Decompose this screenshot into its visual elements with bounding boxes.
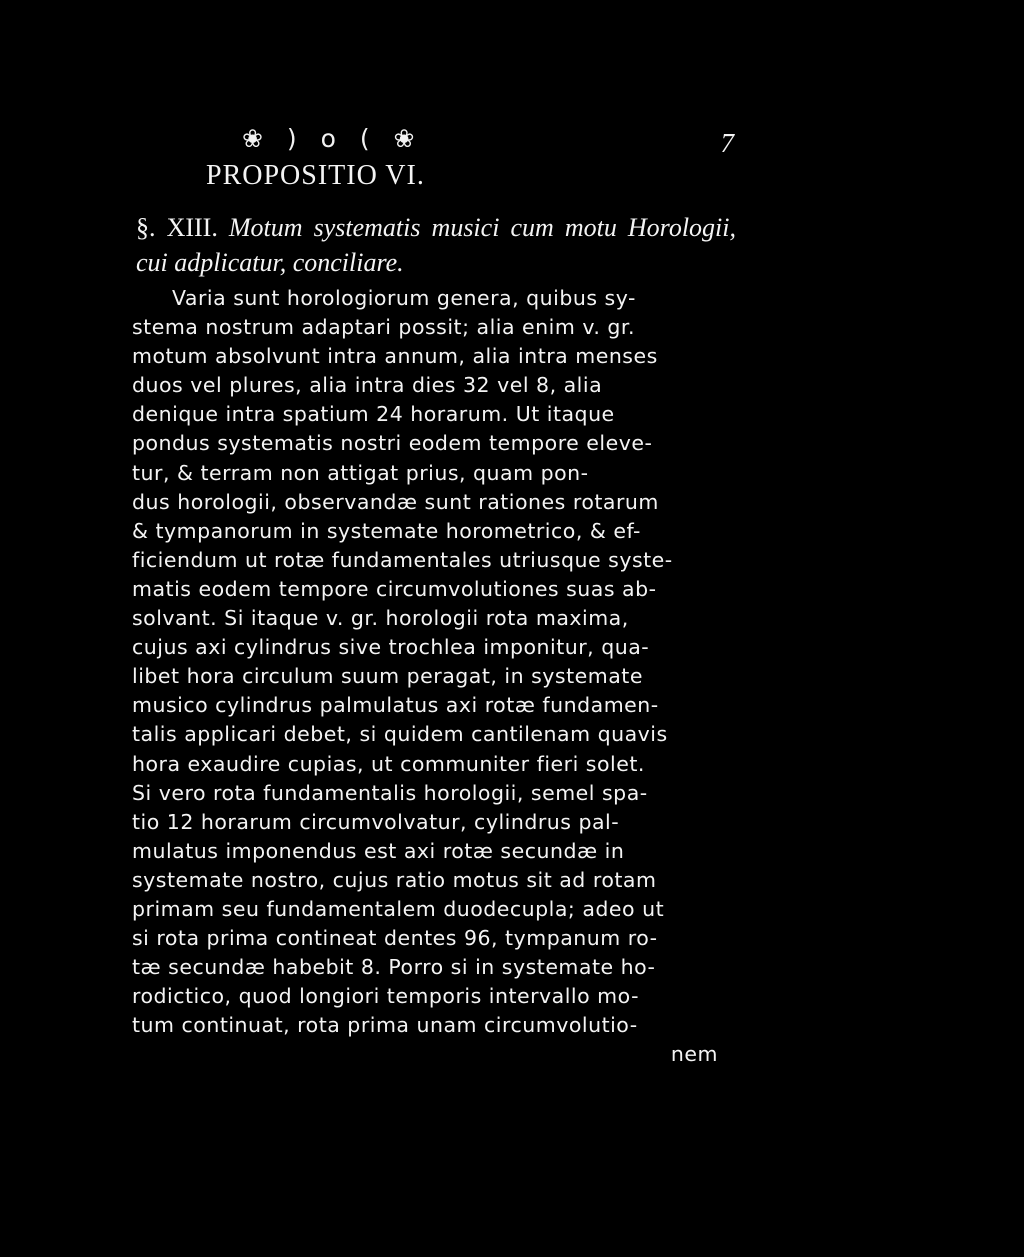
text-line: pondus systematis nostri eodem tempore eleve- (132, 431, 653, 456)
text-line: Varia sunt horologiorum genera, quibus sy- (172, 286, 636, 310)
text-line: stema nostrum adaptari possit; alia enim v. gr. (132, 315, 635, 340)
text-line: Si vero rota fundamentalis horologii, semel spa- (132, 780, 648, 805)
text-line: matis eodem tempore circumvolutiones suas ab- (132, 576, 657, 601)
header-ornament: ❀ ) o ( ❀ (242, 124, 423, 153)
text-line: rodictico, quod longiori temporis intervallo mo- (132, 984, 639, 1009)
text-line: duos vel plures, alia intra dies 32 vel 8, alia (132, 373, 603, 398)
proposition-title: PROPOSITIO VI. (206, 160, 425, 191)
body-text (132, 284, 736, 1070)
text-line: si rota prima contineat dentes 96, tympanum ro- (132, 926, 658, 951)
text-line: mulatus imponendus est axi rotæ secundæ in (132, 838, 625, 863)
text-line: solvant. Si itaque v. gr. horologii rota maxima, (132, 606, 629, 631)
section-heading-text: Motum systematis musici cum motu Horologii, cui adplicatur, conciliare. (136, 213, 737, 277)
text-line: tio 12 horarum circumvolvatur, cylindrus pal- (132, 809, 620, 834)
section-numeral: XIII. (166, 213, 218, 242)
text-line: tæ secundæ habebit 8. Porro si in systemate ho- (132, 955, 656, 980)
page-number: 7 (720, 128, 734, 158)
text-line: tum continuat, rota prima unam circumvolutio- (132, 1013, 638, 1038)
section-heading (136, 210, 736, 280)
text-line: ficiendum ut rotæ fundamentales utriusque syste- (132, 547, 673, 572)
text-line: tur, & terram non attigat prius, quam pon- (132, 460, 589, 485)
text-line: libet hora circulum suum peragat, in systemate (132, 664, 643, 689)
text-line: primam seu fundamentalem duodecupla; adeo ut (132, 896, 665, 921)
section-mark: §. (136, 213, 156, 242)
text-line: systemate nostro, cujus ratio motus sit ad rotam (132, 867, 657, 892)
page-header (118, 118, 738, 158)
text-line: dus horologii, observandæ sunt rationes rotarum (132, 489, 659, 514)
text-line: talis applicari debet, si quidem cantilenam quavis (132, 722, 668, 747)
text-line: hora exaudire cupias, ut communiter fieri solet. (132, 751, 645, 776)
text-line: & tympanorum in systemate horometrico, & ef- (132, 518, 641, 543)
text-line: denique intra spatium 24 horarum. Ut itaque (132, 402, 615, 427)
text-line: motum absolvunt intra annum, alia intra menses (132, 344, 658, 369)
text-line: cujus axi cylindrus sive trochlea imponitur, qua- (132, 635, 650, 660)
catchword: nem (670, 1042, 718, 1067)
text-line: musico cylindrus palmulatus axi rotæ fundamen- (132, 693, 659, 718)
book-page (118, 118, 738, 1078)
